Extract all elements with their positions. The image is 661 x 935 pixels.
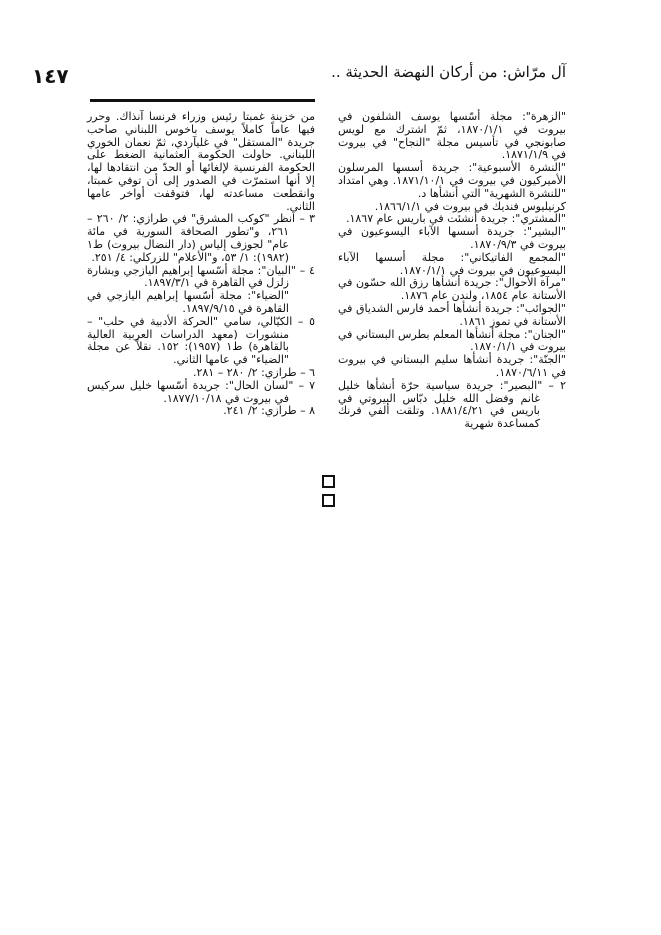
square-icon: [322, 475, 335, 488]
note-entry-numbered: ٣ – انظر "كوكب المشرق" في طرازي: ٢/ ٢٦٠ – ٢٦١، و"تطور الصحافة السورية في مائة عام" لجوزف إلياس (دار النضال بيروت) ط١ (١٩٨٢): ١/ ٥٣، و"الأعلام" للزركلي: ٤/ ٢٥١.: [87, 212, 316, 264]
note-entry: "الجنان": مجلة أنشأها المعلم بطرس البستاني في بيروت في ١٨٧٠/١/١.: [338, 327, 566, 354]
note-entry: "الجوائب": جريدة أنشأها أحمد فارس الشدياق في الأستانة في تموز ١٨٦١.: [338, 301, 566, 328]
square-icon: [322, 494, 335, 507]
note-entry-numbered: ٤ – "البيان": مجلة أسّسها إبراهيم اليازجي وبشارة زلزل في القاهرة في ١٨٩٧/٣/١.: [87, 263, 315, 290]
note-entry: من خزينة غمبتا رئيس وزراء فرنسا آنذاك. وحرر فيها عاماً كاملاً يوسف باخوس اللبناني صاحب جريدة "المستقل" في غليآردي، ثمّ نعمان الخوري اللبناني. حاولت الحكومة العثمانية الضغط على الحكومة الفرنسية لإلغائها أو الحدّ من انتقادها لها، إلا أنها استمرّت في الصدور إلى أن توفي غمبتا، وانقطعت مساعدته لها، فتوقفت أواخر عامها الثاني.: [87, 110, 315, 213]
note-entry: "مرآة الأحوال": جريدة أنشأها رزق الله حسّون في الأستانة عام ١٨٥٤، ولندن عام ١٨٧٦.: [338, 276, 566, 303]
header-rule: [90, 99, 315, 102]
note-entry-numbered: ٦ – طرازي: ٢/ ٢٨٠ – ٢٨١.: [192, 365, 315, 379]
running-header: آل مرّاش: من أركان النهضة الحديثة ..: [331, 63, 566, 81]
double-square-icon: [322, 473, 348, 487]
note-entry: كرنيليوس فنديك في بيروت في ١٨٦٦/١/١.: [374, 199, 566, 213]
note-entry: "البشير": جريدة أسسها الآباء اليسوعيون في بيروت في ١٨٧٠/٩/٣.: [338, 225, 566, 251]
note-entry-numbered: ٨ – طرازي: ٢/ ٢٤١.: [223, 404, 315, 418]
note-entry-numbered: ٧ – "لسان الحال": جريدة أسّسها خليل سركيس في بيروت في ١٨٧٧/١٠/١٨.: [87, 378, 315, 405]
note-entry: "المشتري": جريدة أنشئت في باريس عام ١٨٦٧.: [345, 212, 566, 226]
note-entry: "النشرة الأسبوعية": جريدة أسسها المرسلون الأميركيون في بيروت في ١٨٧١/١٠/١. وهي امتداد "للنشرة الشهرية" التي أنشأها د.: [338, 161, 566, 200]
note-entry-numbered: ٢ – "البصير": جريدة سياسية حرّة أنشأها خليل غانم وفضل الله خليل دبّاس البيروتي في باريس في ١٨٨١/٤/٢١. وتلقت ألفي فرنك كمساعدة شهرية: [338, 378, 566, 431]
page-number: ١٤٧: [32, 64, 69, 88]
note-entry: "الزهرة": مجلة أسّسها يوسف الشلفون في بيروت في ١٨٧٠/١/١، ثمّ اشترك مع لويس صابونجي في تأسيس مجلة "النجاح" في بيروت في ١٨٧١/١/٩.: [338, 110, 566, 162]
note-entry: "المجمع الفاتيكاني": مجلة أسسها الآباء اليسوعيون في بيروت في ١٨٧٠/١/١.: [338, 250, 566, 277]
note-entry: "الجنّة": جريدة أنشأها سليم البستاني في بيروت في ١٨٧٠/٦/١١.: [338, 353, 566, 379]
note-entry-numbered: ٥ – الكيّالي، سامي "الحركة الأدبية في حلب" – منشورات (معهد الدراسات العربية العالية بالقاهرة) ط١ (١٩٥٧): ١٥٢. نقلاً عن مجلة "الضياء" في عامها الثاني.: [87, 314, 315, 367]
notes-column-left: [87, 111, 315, 418]
notes-column-right: [338, 111, 566, 431]
note-entry: "الضياء": مجلة أسّسها إبراهيم اليازجي في القاهرة في ١٨٩٧/٩/١٥.: [87, 289, 289, 315]
